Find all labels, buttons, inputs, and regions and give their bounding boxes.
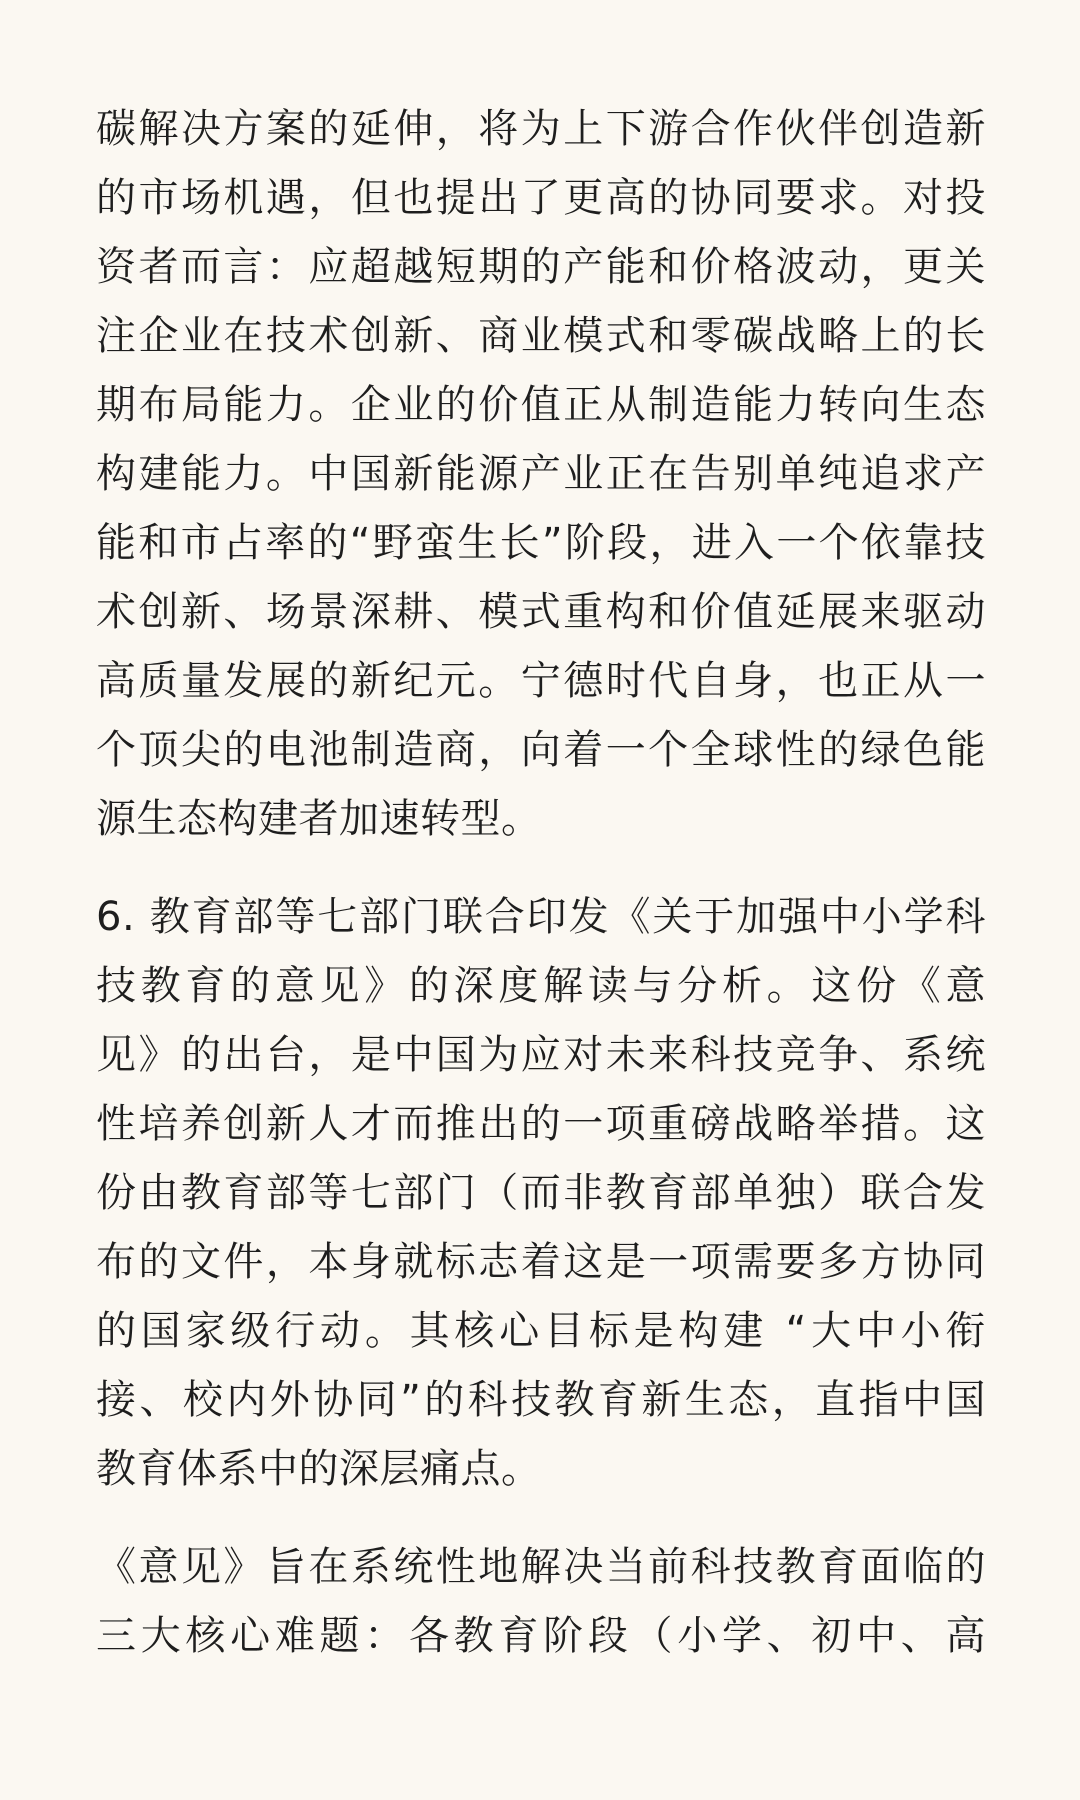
text-line: 源生态构建者加速转型。 — [96, 796, 542, 842]
text-line: 接、校内外协同”的科技教育新生态，直指中国 — [96, 1377, 986, 1423]
text-line: 碳解决方案的延伸，将为上下游合作伙伴创造新 — [96, 106, 986, 152]
text-line: 术创新、场景深耕、模式重构和价值延展来驱动 — [96, 589, 986, 635]
text-line: 技教育的意见》的深度解读与分析。这份《意 — [96, 963, 986, 1009]
text-line: 期布局能力。企业的价值正从制造能力转向生态 — [96, 382, 986, 428]
text-line: 性培养创新人才而推出的一项重磅战略举措。这 — [96, 1101, 986, 1147]
text-line: 注企业在技术创新、商业模式和零碳战略上的长 — [96, 313, 986, 359]
text-line: 份由教育部等七部门（而非教育部单独）联合发 — [96, 1170, 986, 1216]
paragraph-1 — [96, 95, 986, 854]
text-line: 高质量发展的新纪元。宁德时代自身，也正从一 — [96, 658, 986, 704]
text-line: 资者而言：应超越短期的产能和价格波动，更关 — [96, 244, 986, 290]
text-line: 的市场机遇，但也提出了更高的协同要求。对投 — [96, 175, 986, 221]
text-line: 教育体系中的深层痛点。 — [96, 1446, 542, 1492]
paragraph-2 — [96, 883, 986, 1504]
text-line: 《意见》旨在系统性地解决当前科技教育面临的 — [96, 1544, 986, 1590]
article-body — [96, 95, 986, 1671]
text-line: 能和市占率的“野蛮生长”阶段，进入一个依靠技 — [96, 520, 986, 566]
text-line: 构建能力。中国新能源产业正在告别单纯追求产 — [96, 451, 986, 497]
text-line: 布的文件，本身就标志着这是一项需要多方协同 — [96, 1239, 986, 1285]
text-line: 个顶尖的电池制造商，向着一个全球性的绿色能 — [96, 727, 986, 773]
text-line: 6. 教育部等七部门联合印发《关于加强中小学科 — [96, 894, 986, 940]
text-line: 见》的出台，是中国为应对未来科技竞争、系统 — [96, 1032, 986, 1078]
text-line: 三大核心难题：各教育阶段（小学、初中、高 — [96, 1613, 986, 1659]
text-line: 的国家级行动。其核心目标是构建 “大中小衔 — [96, 1308, 986, 1354]
paragraph-3 — [96, 1533, 986, 1671]
